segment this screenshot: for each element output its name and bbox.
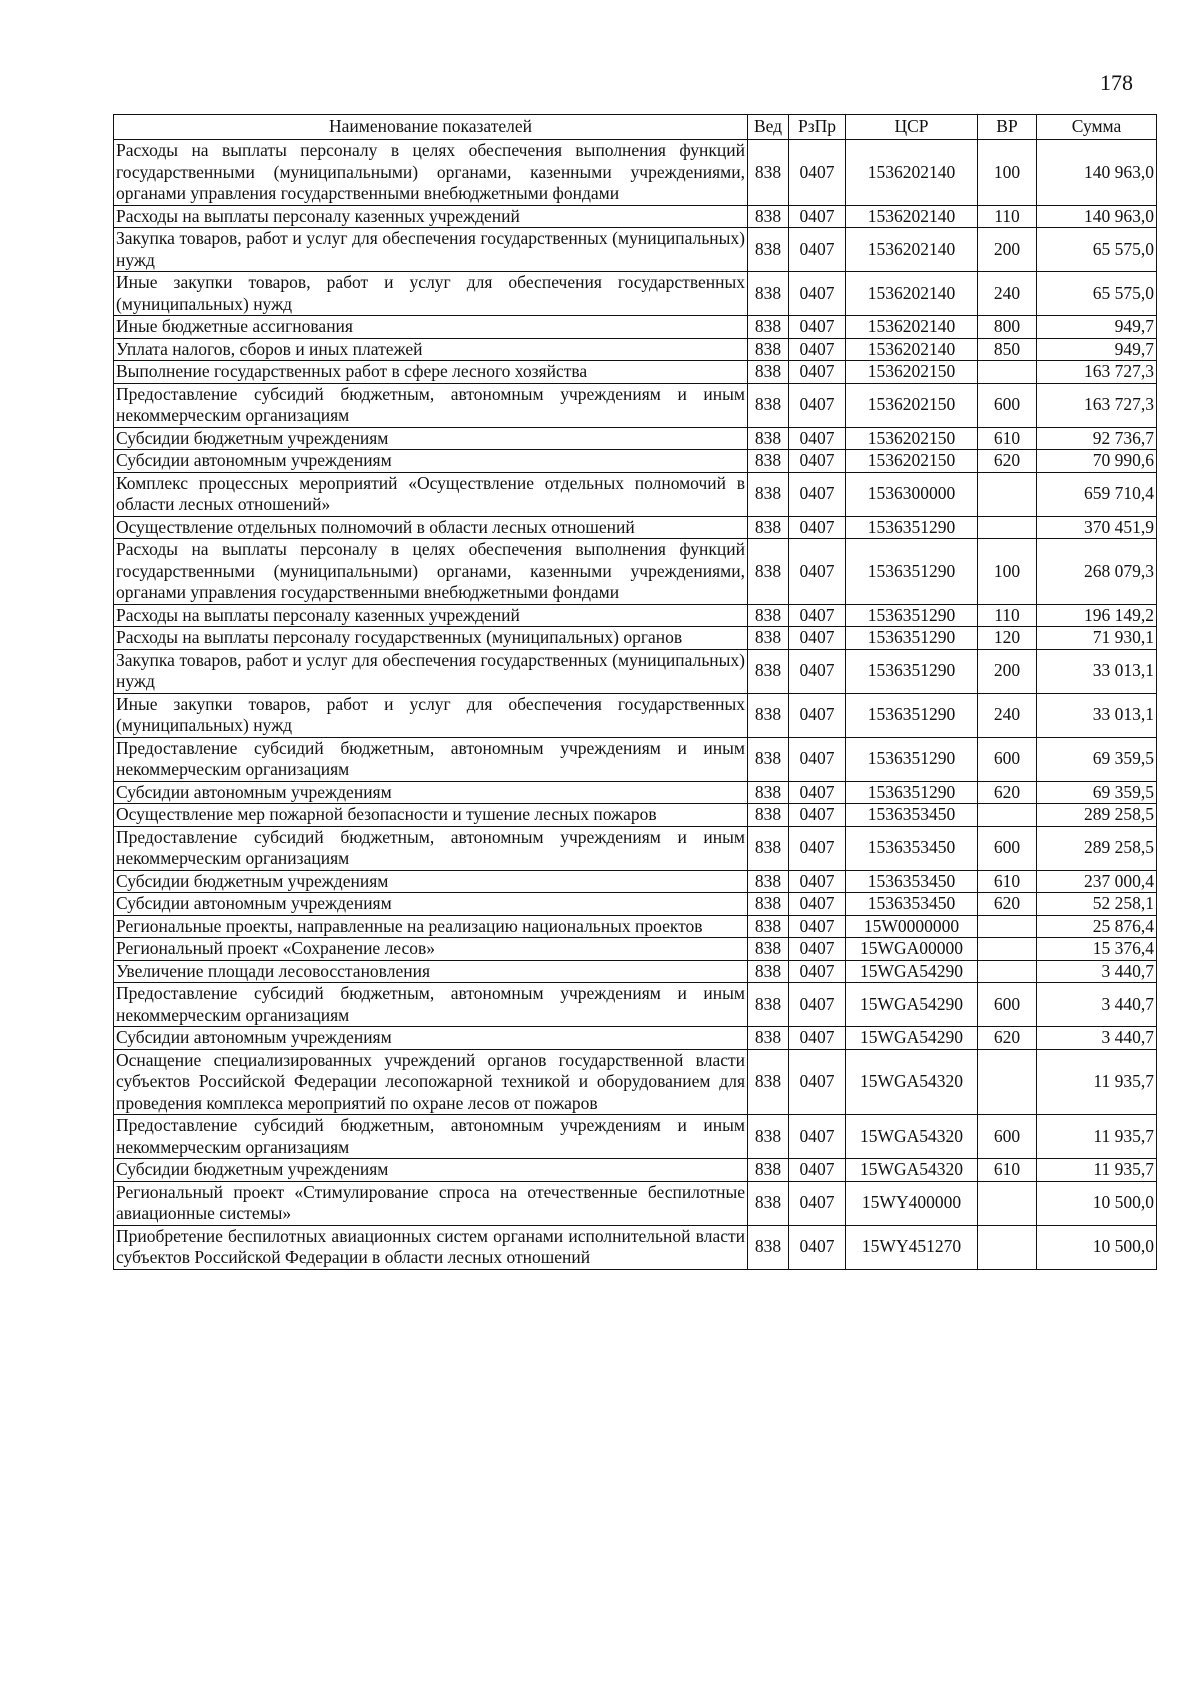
row-vr-cell	[978, 960, 1037, 983]
row-rzpr-cell: 0407	[789, 737, 846, 781]
row-vr-cell	[978, 1181, 1037, 1225]
row-ved-cell: 838	[748, 205, 789, 228]
row-name-cell: Предоставление субсидий бюджетным, автономным учреждениям и иным некоммерческим организациям	[114, 383, 748, 427]
row-ved-cell: 838	[748, 427, 789, 450]
row-name-cell: Предоставление субсидий бюджетным, автономным учреждениям и иным некоммерческим организациям	[114, 983, 748, 1027]
row-ved-cell: 838	[748, 516, 789, 539]
row-rzpr-cell: 0407	[789, 316, 846, 339]
row-name-cell: Закупка товаров, работ и услуг для обеспечения государственных (муниципальных) нужд	[114, 649, 748, 693]
row-csr-cell: 15WGA54320	[846, 1049, 978, 1115]
row-vr-cell: 620	[978, 1027, 1037, 1050]
row-sum-cell: 237 000,4	[1037, 870, 1157, 893]
row-vr-cell	[978, 361, 1037, 384]
row-rzpr-cell: 0407	[789, 516, 846, 539]
row-csr-cell: 1536353450	[846, 826, 978, 870]
row-ved-cell: 838	[748, 1027, 789, 1050]
table-row	[114, 893, 1157, 916]
row-name-cell: Расходы на выплаты персоналу в целях обеспечения выполнения функций государственными (муниципальными) органами, казенными учреждениями, органами управления государственными внебюджетными фондами	[114, 140, 748, 206]
row-rzpr-cell: 0407	[789, 915, 846, 938]
row-vr-cell	[978, 1225, 1037, 1269]
row-name-cell: Расходы на выплаты персоналу в целях обеспечения выполнения функций государственными (муниципальными) органами, казенными учреждениями, органами управления государственными внебюджетными фондами	[114, 539, 748, 605]
row-rzpr-cell: 0407	[789, 427, 846, 450]
row-rzpr-cell: 0407	[789, 804, 846, 827]
row-sum-cell: 11 935,7	[1037, 1159, 1157, 1182]
row-name-cell: Субсидии бюджетным учреждениям	[114, 870, 748, 893]
row-sum-cell: 268 079,3	[1037, 539, 1157, 605]
row-rzpr-cell: 0407	[789, 361, 846, 384]
row-vr-cell: 240	[978, 272, 1037, 316]
row-csr-cell: 1536202150	[846, 427, 978, 450]
table-row	[114, 604, 1157, 627]
table-row	[114, 1159, 1157, 1182]
table-row	[114, 383, 1157, 427]
header-ved: Вед	[748, 115, 789, 140]
row-ved-cell: 838	[748, 1159, 789, 1182]
row-sum-cell: 11 935,7	[1037, 1049, 1157, 1115]
row-name-cell: Субсидии автономным учреждениям	[114, 450, 748, 473]
row-sum-cell: 33 013,1	[1037, 649, 1157, 693]
row-sum-cell: 71 930,1	[1037, 627, 1157, 650]
row-sum-cell: 949,7	[1037, 338, 1157, 361]
row-vr-cell: 200	[978, 649, 1037, 693]
row-sum-cell: 3 440,7	[1037, 960, 1157, 983]
row-name-cell: Приобретение беспилотных авиационных систем органами исполнительной власти субъектов Российской Федерации в области лесных отношений	[114, 1225, 748, 1269]
row-csr-cell: 15WY400000	[846, 1181, 978, 1225]
table-row	[114, 140, 1157, 206]
row-ved-cell: 838	[748, 826, 789, 870]
row-rzpr-cell: 0407	[789, 893, 846, 916]
row-csr-cell: 1536351290	[846, 604, 978, 627]
row-csr-cell: 1536202140	[846, 338, 978, 361]
row-name-cell: Расходы на выплаты персоналу государственных (муниципальных) органов	[114, 627, 748, 650]
row-rzpr-cell: 0407	[789, 1181, 846, 1225]
table-row	[114, 539, 1157, 605]
row-sum-cell: 65 575,0	[1037, 272, 1157, 316]
row-ved-cell: 838	[748, 228, 789, 272]
row-ved-cell: 838	[748, 1115, 789, 1159]
row-csr-cell: 1536351290	[846, 693, 978, 737]
row-csr-cell: 15WGA00000	[846, 938, 978, 961]
row-csr-cell: 1536353450	[846, 870, 978, 893]
row-vr-cell	[978, 804, 1037, 827]
row-sum-cell: 15 376,4	[1037, 938, 1157, 961]
row-vr-cell: 110	[978, 205, 1037, 228]
row-rzpr-cell: 0407	[789, 1159, 846, 1182]
row-ved-cell: 838	[748, 960, 789, 983]
row-sum-cell: 10 500,0	[1037, 1225, 1157, 1269]
row-name-cell: Иные закупки товаров, работ и услуг для обеспечения государственных (муниципальных) нужд	[114, 693, 748, 737]
table-row	[114, 205, 1157, 228]
row-ved-cell: 838	[748, 983, 789, 1027]
row-vr-cell	[978, 1049, 1037, 1115]
row-sum-cell: 163 727,3	[1037, 361, 1157, 384]
row-name-cell: Региональный проект «Сохранение лесов»	[114, 938, 748, 961]
row-ved-cell: 838	[748, 915, 789, 938]
row-ved-cell: 838	[748, 870, 789, 893]
row-sum-cell: 33 013,1	[1037, 693, 1157, 737]
row-vr-cell: 110	[978, 604, 1037, 627]
row-ved-cell: 838	[748, 893, 789, 916]
row-vr-cell: 600	[978, 983, 1037, 1027]
row-csr-cell: 1536202140	[846, 228, 978, 272]
row-sum-cell: 370 451,9	[1037, 516, 1157, 539]
table-row	[114, 516, 1157, 539]
row-sum-cell: 163 727,3	[1037, 383, 1157, 427]
table-row	[114, 1181, 1157, 1225]
table-row	[114, 338, 1157, 361]
header-sum: Сумма	[1037, 115, 1157, 140]
row-vr-cell: 600	[978, 1115, 1037, 1159]
row-ved-cell: 838	[748, 804, 789, 827]
header-rzpr: РзПр	[789, 115, 846, 140]
row-name-cell: Расходы на выплаты персоналу казенных учреждений	[114, 604, 748, 627]
row-vr-cell: 620	[978, 450, 1037, 473]
row-csr-cell: 1536202150	[846, 383, 978, 427]
row-sum-cell: 289 258,5	[1037, 804, 1157, 827]
row-ved-cell: 838	[748, 781, 789, 804]
row-sum-cell: 52 258,1	[1037, 893, 1157, 916]
table-row	[114, 870, 1157, 893]
row-rzpr-cell: 0407	[789, 1049, 846, 1115]
row-rzpr-cell: 0407	[789, 140, 846, 206]
row-vr-cell: 610	[978, 427, 1037, 450]
row-vr-cell: 600	[978, 826, 1037, 870]
row-csr-cell: 1536351290	[846, 737, 978, 781]
table-row	[114, 361, 1157, 384]
row-csr-cell: 1536351290	[846, 649, 978, 693]
row-rzpr-cell: 0407	[789, 539, 846, 605]
row-rzpr-cell: 0407	[789, 983, 846, 1027]
row-csr-cell: 1536202140	[846, 205, 978, 228]
row-rzpr-cell: 0407	[789, 649, 846, 693]
row-vr-cell: 620	[978, 893, 1037, 916]
row-ved-cell: 838	[748, 383, 789, 427]
row-sum-cell: 25 876,4	[1037, 915, 1157, 938]
table-row	[114, 272, 1157, 316]
row-vr-cell: 100	[978, 140, 1037, 206]
row-vr-cell: 200	[978, 228, 1037, 272]
table-row	[114, 804, 1157, 827]
row-name-cell: Осуществление мер пожарной безопасности и тушение лесных пожаров	[114, 804, 748, 827]
row-csr-cell: 1536202140	[846, 316, 978, 339]
row-csr-cell: 15W0000000	[846, 915, 978, 938]
row-csr-cell: 15WGA54320	[846, 1159, 978, 1182]
row-rzpr-cell: 0407	[789, 693, 846, 737]
row-name-cell: Закупка товаров, работ и услуг для обеспечения государственных (муниципальных) нужд	[114, 228, 748, 272]
row-name-cell: Осуществление отдельных полномочий в области лесных отношений	[114, 516, 748, 539]
row-csr-cell: 1536202140	[846, 272, 978, 316]
row-name-cell: Иные бюджетные ассигнования	[114, 316, 748, 339]
table-body	[114, 140, 1157, 1270]
row-vr-cell: 120	[978, 627, 1037, 650]
row-ved-cell: 838	[748, 693, 789, 737]
row-name-cell: Комплекс процессных мероприятий «Осуществление отдельных полномочий в области лесных отношений»	[114, 472, 748, 516]
table-row	[114, 427, 1157, 450]
row-sum-cell: 69 359,5	[1037, 737, 1157, 781]
row-vr-cell: 850	[978, 338, 1037, 361]
table-header	[114, 115, 1157, 140]
row-sum-cell: 949,7	[1037, 316, 1157, 339]
table-row	[114, 316, 1157, 339]
header-vr: ВР	[978, 115, 1037, 140]
header-csr: ЦСР	[846, 115, 978, 140]
table-row	[114, 737, 1157, 781]
row-rzpr-cell: 0407	[789, 228, 846, 272]
row-ved-cell: 838	[748, 1225, 789, 1269]
row-name-cell: Субсидии бюджетным учреждениям	[114, 1159, 748, 1182]
row-ved-cell: 838	[748, 604, 789, 627]
row-vr-cell	[978, 915, 1037, 938]
row-name-cell: Иные закупки товаров, работ и услуг для обеспечения государственных (муниципальных) нужд	[114, 272, 748, 316]
table-row	[114, 693, 1157, 737]
row-name-cell: Выполнение государственных работ в сфере лесного хозяйства	[114, 361, 748, 384]
row-ved-cell: 838	[748, 338, 789, 361]
table-row	[114, 826, 1157, 870]
row-name-cell: Субсидии автономным учреждениям	[114, 781, 748, 804]
row-vr-cell: 610	[978, 870, 1037, 893]
row-csr-cell: 15WGA54320	[846, 1115, 978, 1159]
row-csr-cell: 15WGA54290	[846, 983, 978, 1027]
budget-table	[113, 114, 1157, 1270]
row-name-cell: Расходы на выплаты персоналу казенных учреждений	[114, 205, 748, 228]
row-vr-cell: 800	[978, 316, 1037, 339]
row-name-cell: Субсидии автономным учреждениям	[114, 1027, 748, 1050]
row-sum-cell: 65 575,0	[1037, 228, 1157, 272]
row-csr-cell: 1536202140	[846, 140, 978, 206]
table-row	[114, 450, 1157, 473]
row-vr-cell: 100	[978, 539, 1037, 605]
row-sum-cell: 659 710,4	[1037, 472, 1157, 516]
table-row	[114, 781, 1157, 804]
row-ved-cell: 838	[748, 1181, 789, 1225]
row-sum-cell: 11 935,7	[1037, 1115, 1157, 1159]
table-row	[114, 1049, 1157, 1115]
row-ved-cell: 838	[748, 450, 789, 473]
table-row	[114, 1027, 1157, 1050]
row-ved-cell: 838	[748, 539, 789, 605]
row-rzpr-cell: 0407	[789, 627, 846, 650]
row-sum-cell: 196 149,2	[1037, 604, 1157, 627]
row-name-cell: Предоставление субсидий бюджетным, автономным учреждениям и иным некоммерческим организациям	[114, 1115, 748, 1159]
row-sum-cell: 3 440,7	[1037, 983, 1157, 1027]
table-row	[114, 1115, 1157, 1159]
row-rzpr-cell: 0407	[789, 960, 846, 983]
page-number: 178	[1100, 70, 1133, 95]
row-sum-cell: 70 990,6	[1037, 450, 1157, 473]
row-rzpr-cell: 0407	[789, 1225, 846, 1269]
row-sum-cell: 289 258,5	[1037, 826, 1157, 870]
row-ved-cell: 838	[748, 316, 789, 339]
row-name-cell: Предоставление субсидий бюджетным, автономным учреждениям и иным некоммерческим организациям	[114, 826, 748, 870]
row-csr-cell: 15WY451270	[846, 1225, 978, 1269]
row-vr-cell	[978, 516, 1037, 539]
row-name-cell: Увеличение площади лесовосстановления	[114, 960, 748, 983]
row-rzpr-cell: 0407	[789, 1115, 846, 1159]
row-name-cell: Уплата налогов, сборов и иных платежей	[114, 338, 748, 361]
row-sum-cell: 69 359,5	[1037, 781, 1157, 804]
row-rzpr-cell: 0407	[789, 338, 846, 361]
row-sum-cell: 140 963,0	[1037, 205, 1157, 228]
row-name-cell: Субсидии автономным учреждениям	[114, 893, 748, 916]
row-sum-cell: 140 963,0	[1037, 140, 1157, 206]
table-row	[114, 960, 1157, 983]
row-csr-cell: 1536351290	[846, 781, 978, 804]
row-vr-cell: 620	[978, 781, 1037, 804]
table-row	[114, 472, 1157, 516]
row-vr-cell: 600	[978, 383, 1037, 427]
row-rzpr-cell: 0407	[789, 205, 846, 228]
row-ved-cell: 838	[748, 1049, 789, 1115]
row-rzpr-cell: 0407	[789, 272, 846, 316]
row-ved-cell: 838	[748, 627, 789, 650]
table-row	[114, 915, 1157, 938]
table-row	[114, 1225, 1157, 1269]
row-csr-cell: 15WGA54290	[846, 960, 978, 983]
row-sum-cell: 92 736,7	[1037, 427, 1157, 450]
row-vr-cell: 600	[978, 737, 1037, 781]
row-rzpr-cell: 0407	[789, 450, 846, 473]
row-sum-cell: 3 440,7	[1037, 1027, 1157, 1050]
row-name-cell: Оснащение специализированных учреждений органов государственной власти субъектов Российской Федерации лесопожарной техникой и оборудованием для проведения комплекса мероприятий по охране лесов от пожаров	[114, 1049, 748, 1115]
row-csr-cell: 1536353450	[846, 804, 978, 827]
row-csr-cell: 15WGA54290	[846, 1027, 978, 1050]
row-vr-cell	[978, 472, 1037, 516]
row-ved-cell: 838	[748, 140, 789, 206]
table-row	[114, 938, 1157, 961]
row-ved-cell: 838	[748, 737, 789, 781]
row-ved-cell: 838	[748, 361, 789, 384]
row-csr-cell: 1536202150	[846, 450, 978, 473]
row-rzpr-cell: 0407	[789, 870, 846, 893]
table-row	[114, 649, 1157, 693]
row-csr-cell: 1536353450	[846, 893, 978, 916]
header-row	[114, 115, 1157, 140]
row-name-cell: Региональные проекты, направленные на реализацию национальных проектов	[114, 915, 748, 938]
row-ved-cell: 838	[748, 272, 789, 316]
row-vr-cell	[978, 938, 1037, 961]
row-name-cell: Региональный проект «Стимулирование спроса на отечественные беспилотные авиационные системы»	[114, 1181, 748, 1225]
row-vr-cell: 240	[978, 693, 1037, 737]
row-vr-cell: 610	[978, 1159, 1037, 1182]
row-sum-cell: 10 500,0	[1037, 1181, 1157, 1225]
row-rzpr-cell: 0407	[789, 1027, 846, 1050]
row-ved-cell: 838	[748, 649, 789, 693]
row-rzpr-cell: 0407	[789, 604, 846, 627]
row-name-cell: Субсидии бюджетным учреждениям	[114, 427, 748, 450]
row-rzpr-cell: 0407	[789, 781, 846, 804]
row-rzpr-cell: 0407	[789, 826, 846, 870]
row-rzpr-cell: 0407	[789, 938, 846, 961]
row-ved-cell: 838	[748, 938, 789, 961]
table-row	[114, 228, 1157, 272]
row-csr-cell: 1536351290	[846, 627, 978, 650]
row-csr-cell: 1536351290	[846, 516, 978, 539]
row-csr-cell: 1536202150	[846, 361, 978, 384]
row-rzpr-cell: 0407	[789, 472, 846, 516]
row-csr-cell: 1536300000	[846, 472, 978, 516]
row-name-cell: Предоставление субсидий бюджетным, автономным учреждениям и иным некоммерческим организациям	[114, 737, 748, 781]
row-csr-cell: 1536351290	[846, 539, 978, 605]
table-row	[114, 983, 1157, 1027]
header-name: Наименование показателей	[114, 115, 748, 140]
row-rzpr-cell: 0407	[789, 383, 846, 427]
row-ved-cell: 838	[748, 472, 789, 516]
table-row	[114, 627, 1157, 650]
